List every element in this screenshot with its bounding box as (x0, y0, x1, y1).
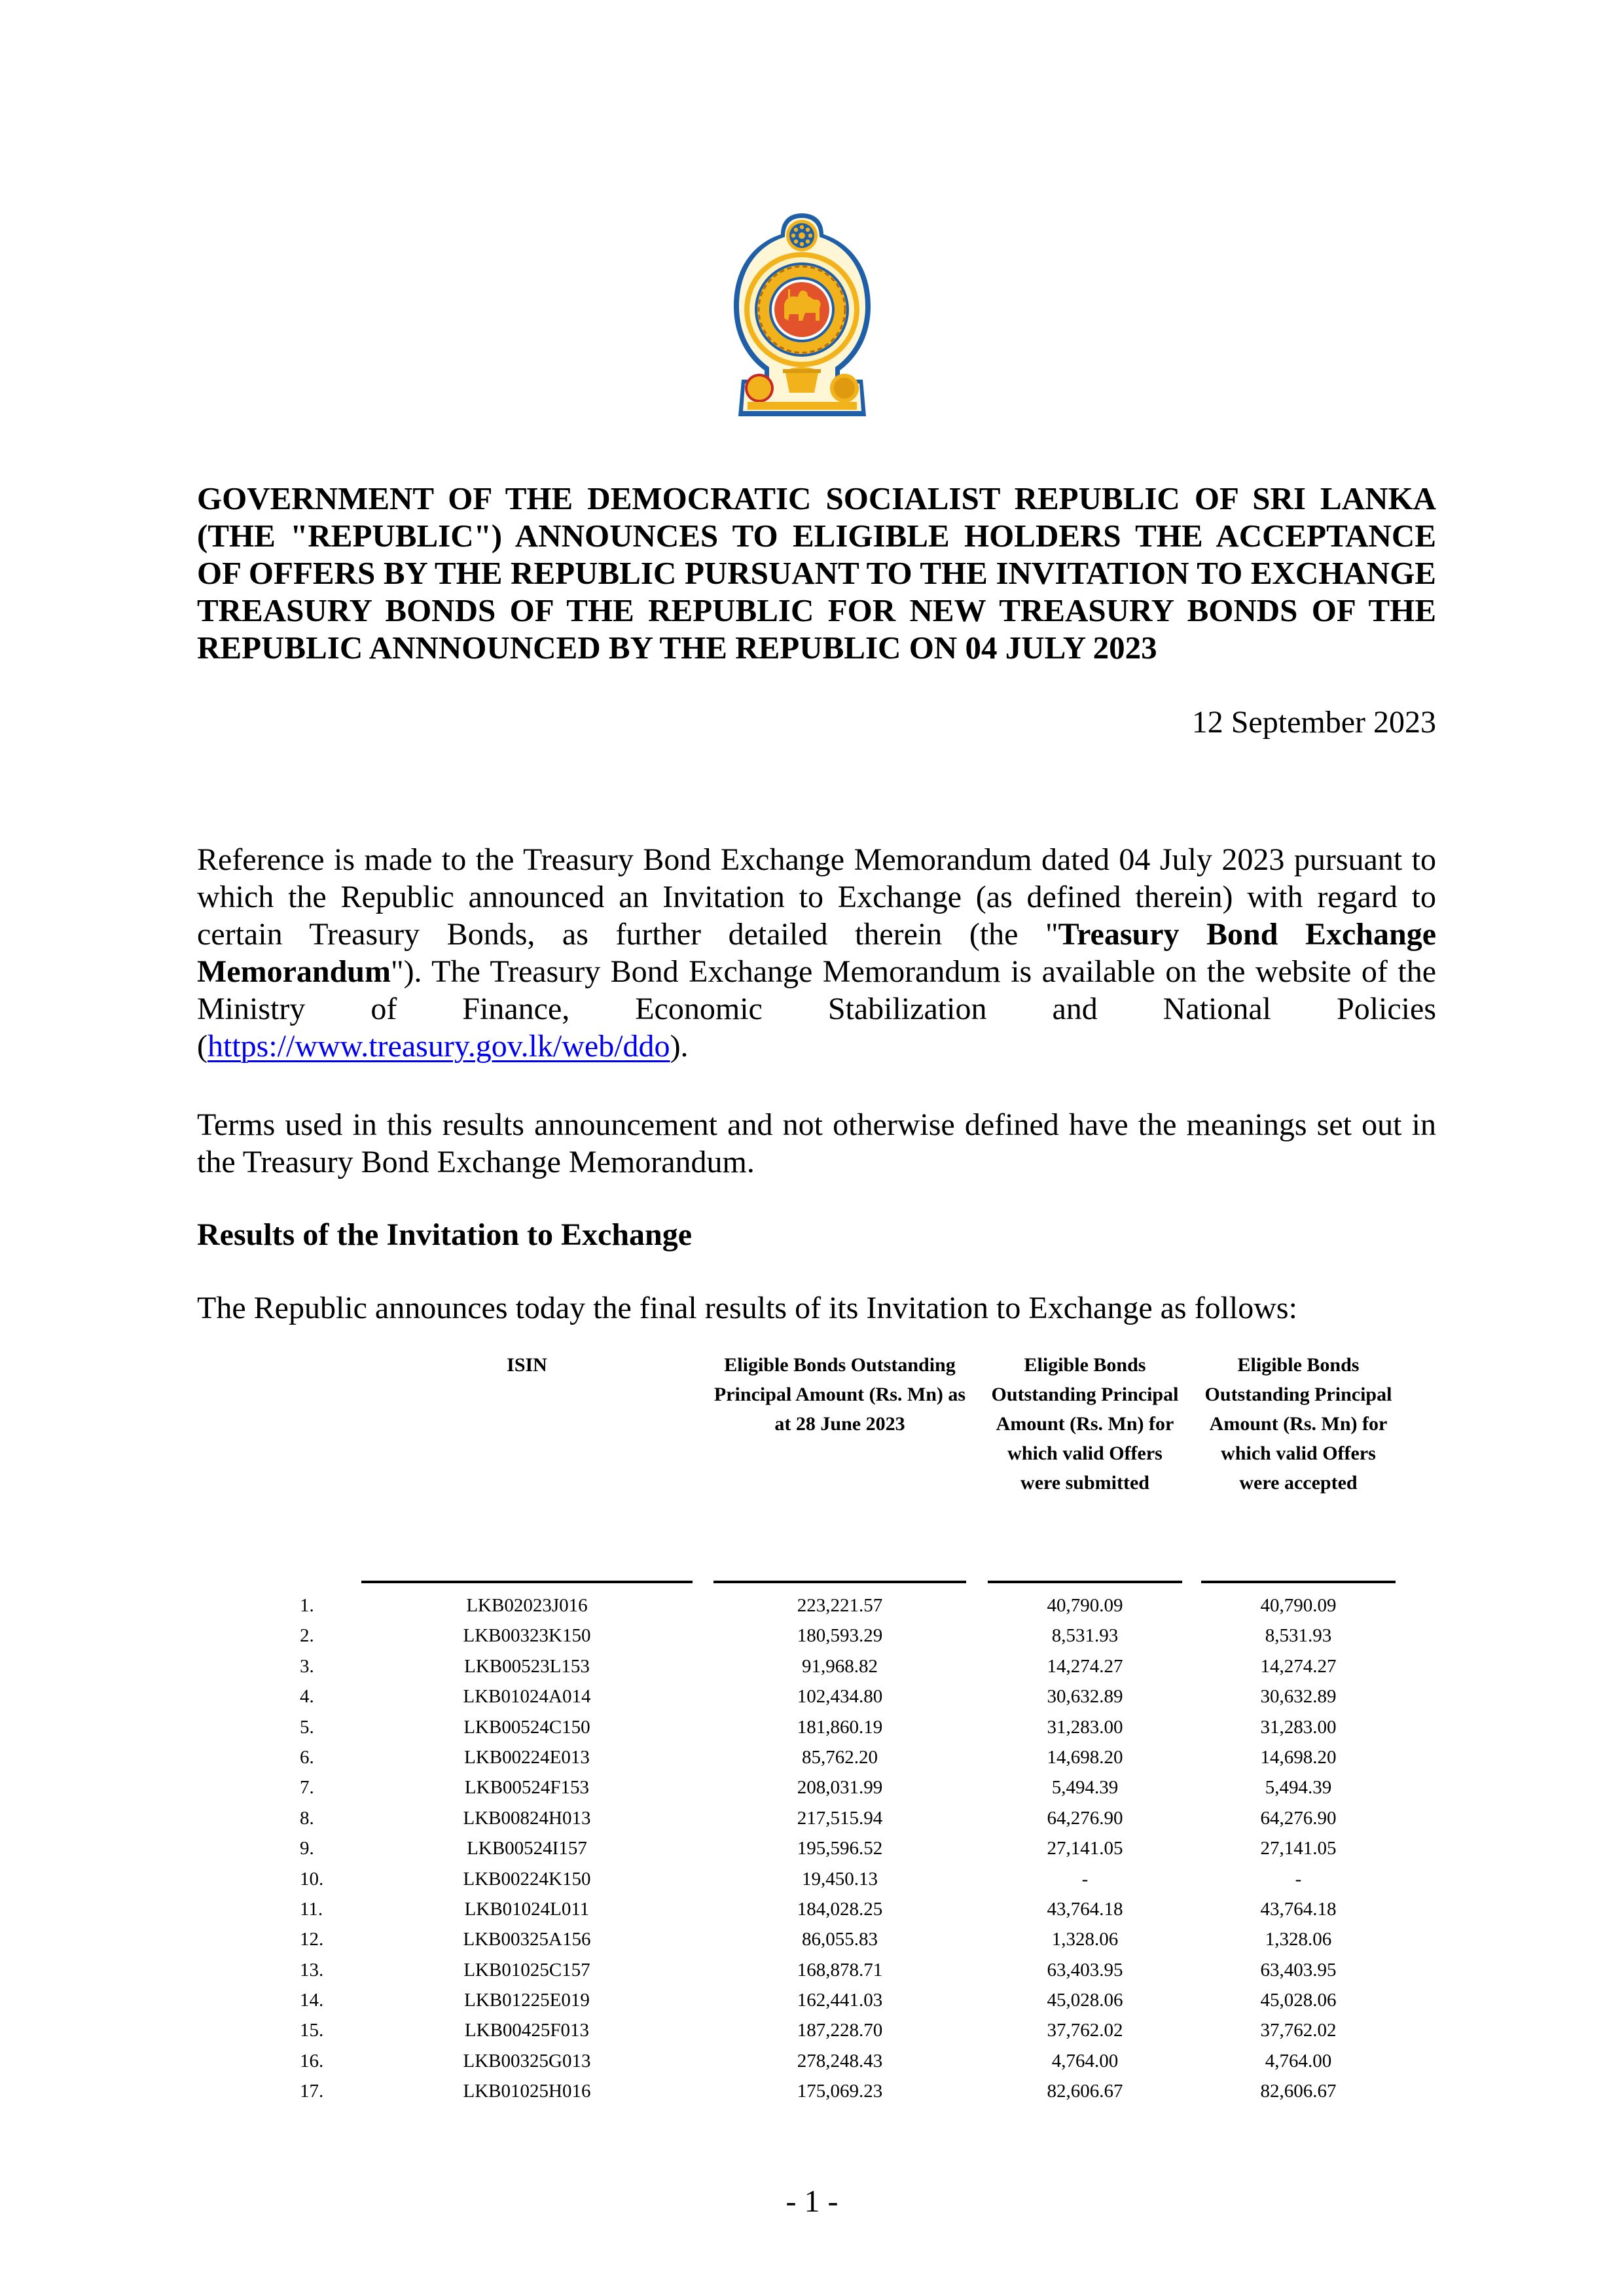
reference-paragraph (197, 841, 1436, 1065)
outstanding-cell: 278,248.43 (797, 2050, 883, 2072)
header-rule-isin (361, 1581, 693, 1583)
terms-paragraph: Terms used in this results announcement and not otherwise defined have the meanings set out in the Treasury Bond Exchange Memorandum. (197, 1107, 1436, 1179)
submitted-cell: 43,764.18 (1047, 1898, 1123, 1920)
isin-cell: LKB01025H016 (463, 2081, 591, 2102)
table-row (0, 1924, 1624, 1954)
outstanding-cell: 85,762.20 (802, 1746, 878, 1768)
outstanding-cell: 102,434.80 (797, 1686, 883, 1708)
submitted-cell: 30,632.89 (1047, 1686, 1123, 1708)
table-row (0, 1681, 1624, 1712)
accepted-cell: 40,790.09 (1260, 1595, 1337, 1616)
row-number: 6. (300, 1746, 314, 1768)
accepted-cell: 27,141.05 (1260, 1838, 1337, 1859)
accepted-cell: 37,762.02 (1260, 2020, 1337, 2041)
row-number: 8. (300, 1807, 314, 1829)
row-number: 17. (300, 2081, 324, 2102)
table-row (0, 1621, 1624, 1651)
submitted-cell: 8,531.93 (1051, 1625, 1119, 1647)
submitted-cell: - (1081, 1868, 1089, 1890)
header-rule-submitted (988, 1581, 1182, 1583)
table-row (0, 1803, 1624, 1833)
submitted-cell: 27,141.05 (1047, 1838, 1123, 1859)
sri-lanka-national-emblem-icon (732, 208, 873, 421)
isin-cell: LKB00224K150 (463, 1868, 591, 1890)
accepted-cell: 82,606.67 (1260, 2081, 1337, 2102)
accepted-cell: 8,531.93 (1265, 1625, 1332, 1647)
table-row (0, 1955, 1624, 1985)
isin-cell: LKB00224E013 (464, 1746, 590, 1768)
accepted-cell: 5,494.39 (1265, 1777, 1332, 1799)
accepted-cell: 14,698.20 (1260, 1746, 1337, 1768)
submitted-cell: 5,494.39 (1051, 1777, 1119, 1799)
row-number: 13. (300, 1959, 324, 1981)
accepted-cell: 45,028.06 (1260, 1990, 1337, 2011)
isin-cell: LKB00524F153 (464, 1777, 590, 1799)
table-row (0, 1712, 1624, 1742)
isin-cell: LKB00323K150 (463, 1625, 591, 1647)
column-header-isin: ISIN (507, 1354, 547, 1376)
accepted-cell: - (1295, 1868, 1302, 1890)
submitted-cell: 14,698.20 (1047, 1746, 1123, 1768)
outstanding-cell: 187,228.70 (797, 2020, 883, 2041)
isin-cell: LKB01225E019 (464, 1990, 590, 2011)
reference-text-end: ). (670, 1029, 689, 1064)
isin-cell: LKB01024L011 (464, 1898, 590, 1920)
outstanding-cell: 168,878.71 (797, 1959, 883, 1981)
row-number: 5. (300, 1716, 314, 1738)
table-row (0, 1894, 1624, 1924)
row-number: 16. (300, 2050, 324, 2072)
accepted-cell: 14,274.27 (1260, 1655, 1337, 1677)
header-rule-outstanding (713, 1581, 966, 1583)
outstanding-cell: 181,860.19 (797, 1716, 883, 1738)
column-header-accepted: Eligible Bonds Outstanding Principal Amount (Rs. Mn) for which valid Offers were accepted (1204, 1354, 1392, 1494)
isin-cell: LKB01024A014 (463, 1686, 591, 1708)
submitted-cell: 40,790.09 (1047, 1595, 1123, 1616)
row-number: 15. (300, 2020, 324, 2041)
outstanding-cell: 217,515.94 (797, 1807, 883, 1829)
treasury-website-link[interactable]: https://www.treasury.gov.lk/web/ddo (207, 1029, 670, 1064)
table-row (0, 1985, 1624, 2015)
row-number: 7. (300, 1777, 314, 1799)
isin-cell: LKB00824H013 (463, 1807, 591, 1829)
results-table-body (0, 1590, 1624, 2107)
results-heading: Results of the Invitation to Exchange (197, 1217, 693, 1252)
isin-cell: LKB00425F013 (464, 2020, 590, 2041)
row-number: 9. (300, 1838, 314, 1859)
accepted-cell: 30,632.89 (1260, 1686, 1337, 1708)
table-row (0, 2046, 1624, 2076)
row-number: 12. (300, 1929, 324, 1950)
table-row (0, 2015, 1624, 2045)
submitted-cell: 31,283.00 (1047, 1716, 1123, 1738)
reference-text-continued: "). The Treasury Bond Exchange Memorandum is available on the website of the Ministry of Finance, Economic Stabilization and National Policies ( (197, 954, 1436, 1064)
row-number: 4. (300, 1686, 314, 1708)
column-header-outstanding: Eligible Bonds Outstanding Principal Amount (Rs. Mn) as at 28 June 2023 (713, 1354, 966, 1435)
row-number: 14. (300, 1990, 324, 2011)
accepted-cell: 63,403.95 (1260, 1959, 1337, 1981)
outstanding-cell: 86,055.83 (802, 1929, 878, 1950)
outstanding-cell: 162,441.03 (797, 1990, 883, 2011)
isin-cell: LKB00524I157 (467, 1838, 587, 1859)
row-number: 10. (300, 1868, 324, 1890)
submitted-cell: 63,403.95 (1047, 1959, 1123, 1981)
table-row (0, 2076, 1624, 2106)
isin-cell: LKB01025C157 (463, 1959, 590, 1981)
table-row (0, 1590, 1624, 1621)
submitted-cell: 37,762.02 (1047, 2020, 1123, 2041)
table-row (0, 1833, 1624, 1863)
row-number: 2. (300, 1625, 314, 1647)
page-number: - 1 - (785, 2184, 839, 2219)
row-number: 3. (300, 1655, 314, 1677)
accepted-cell: 64,276.90 (1260, 1807, 1337, 1829)
isin-cell: LKB00523L153 (464, 1655, 590, 1677)
table-row (0, 1651, 1624, 1681)
isin-cell: LKB00325A156 (463, 1929, 591, 1950)
isin-cell: LKB00524C150 (463, 1716, 590, 1738)
submitted-cell: 82,606.67 (1047, 2081, 1123, 2102)
accepted-cell: 31,283.00 (1260, 1716, 1337, 1738)
isin-cell: LKB02023J016 (466, 1595, 588, 1616)
reference-text: Reference is made to the Treasury Bond Exchange Memorandum dated 04 July 2023 pursuant to which the Republic announced an Invitation to Exchange (as defined therein) with regard to certain Treasury Bonds, as further detailed therein (the " (197, 842, 1436, 952)
announcement-title: GOVERNMENT OF THE DEMOCRATIC SOCIALIST REPUBLIC OF SRI LANKA (THE "REPUBLIC") ANNOUNCES TO ELIGIBLE HOLDERS THE ACCEPTANCE OF OFFERS BY THE REPUBLIC PURSUANT TO THE INVITATION TO EXCHANGE TREASURY BONDS OF THE REPUBLIC FOR NEW TREASURY BONDS OF THE REPUBLIC ANNNOUNCED BY THE REPUBLIC ON 04 JULY 2023 (197, 480, 1436, 666)
submitted-cell: 64,276.90 (1047, 1807, 1123, 1829)
column-header-submitted: Eligible Bonds Outstanding Principal Amount (Rs. Mn) for which valid Offers were submitted (991, 1354, 1179, 1494)
accepted-cell: 43,764.18 (1260, 1898, 1337, 1920)
outstanding-cell: 184,028.25 (797, 1898, 883, 1920)
isin-cell: LKB00325G013 (463, 2050, 591, 2072)
results-intro-paragraph: The Republic announces today the final results of its Invitation to Exchange as follows: (197, 1291, 1297, 1325)
table-row (0, 1742, 1624, 1772)
submitted-cell: 14,274.27 (1047, 1655, 1123, 1677)
outstanding-cell: 180,593.29 (797, 1625, 883, 1647)
outstanding-cell: 195,596.52 (797, 1838, 883, 1859)
table-row (0, 1772, 1624, 1803)
outstanding-cell: 208,031.99 (797, 1777, 883, 1799)
outstanding-cell: 175,069.23 (797, 2081, 883, 2102)
accepted-cell: 1,328.06 (1265, 1929, 1332, 1950)
outstanding-cell: 223,221.57 (797, 1595, 883, 1616)
announcement-date: 12 September 2023 (1191, 705, 1436, 740)
outstanding-cell: 91,968.82 (802, 1655, 878, 1677)
defined-term: Treasury Bond Exchange Memorandum (197, 917, 1437, 989)
row-number: 1. (300, 1595, 314, 1616)
table-row (0, 1864, 1624, 1894)
submitted-cell: 4,764.00 (1051, 2050, 1119, 2072)
outstanding-cell: 19,450.13 (802, 1868, 878, 1890)
row-number: 11. (300, 1898, 323, 1920)
accepted-cell: 4,764.00 (1265, 2050, 1332, 2072)
header-rule-accepted (1201, 1581, 1396, 1583)
submitted-cell: 1,328.06 (1051, 1929, 1119, 1950)
submitted-cell: 45,028.06 (1047, 1990, 1123, 2011)
